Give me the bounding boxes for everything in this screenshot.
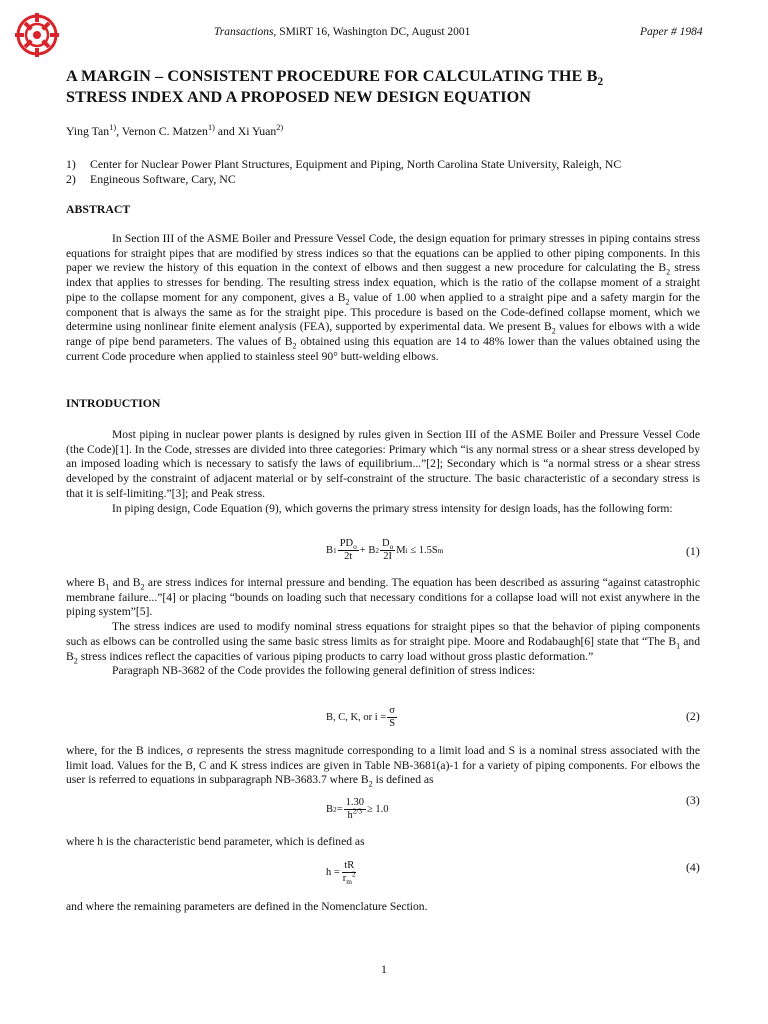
header-paper-number: Paper # 1984	[640, 26, 703, 38]
intro-paragraph-2: where $B_1$ and $B_2$ are stress indices for internal pressure and bending. The equation has been described as assuring “against catastrophic membrane failure...”[4] or placing “bounds on loading such that necessary conditions for a collapse load will not exist anywhere in the piping system”[5]. The stress indices are used to modify nominal stress equations for straight pipes so that the behavior of piping components such as elbows can be controlled using the same basic stress limits as for straight pipe. Moore and Rodabaugh[6] state that “The $B_1$ and $B_2$ stress indices reflect the capacities of various piping products to carry load without gross plastic deformation.” Paragraph NB-3682 of the Code provides the following general definition of stress indices:	[66, 576, 700, 678]
abstract-text: In Section III of the ASME Boiler and Pressure Vessel Code, the design equation for primary stresses in piping contains stress equations for straight pipes that are modified by stress indices so that the equations can be applied to other piping components. In this paper we review the history of this equation in the context of elbows and then suggest a new procedure for calculating the $B_2$ stress index that applies to stresses for bending. The resulting stress index equation, which is the ratio of the collapse moment of a straight pipe to the collapse moment for any component, gives a $B_2$ value of 1.00 when applied to a straight pipe and a safety margin for the component that is always the same as for the straight pipe. This procedure is based on the Code-defined collapse moment, which we determine using nonlinear finite element analysis (FEA), supported by experimental data. We present $B_2$ values for elbows with a wide range of pipe bend parameters. The values of $B_2$ obtained using this equation are 14 to 48% lower than the values obtained using the current Code procedure when applied to stainless steel 90° butt-welding elbows.	[66, 232, 701, 363]
smirt-logo-icon	[14, 12, 60, 58]
paper-title: A MARGIN – CONSISTENT PROCEDURE FOR CALCULATING THE $B_2$ STRESS INDEX AND A PROPOSED NEW DESIGN EQUATION	[66, 67, 604, 106]
author-list: Ying Tan$^{1)}$, Vernon C. Matzen$^{1)}$ and Xi Yuan$^{2)}$	[66, 123, 284, 138]
intro-paragraph-1: Most piping in nuclear power plants is designed by rules given in Section III of the ASME Boiler and Pressure Vessel Code (the Code)[1]. In the Code, stresses are divided into three categories: Primary which “is any normal stress or a shear stress developed by an imposed loading which is necessary to satisfy the laws of equilibrium...”[2]; Secondary which is “a normal stress or a shear stress developed by the constraint of adjacent material or by self-constraint of the structure. The basic characteristic of a secondary stress is that it is self-limiting.”[3]; and Peak stress. In piping design, Code Equation (9), which governs the primary stress intensity for design loads, has the following form:	[66, 428, 700, 515]
intro-paragraph-3: where, for the B indices, σ represents the stress magnitude corresponding to a limit load and S is a nominal stress associated with the limit load. Values for the B, C and K stress indices are given in Table NB-3681(a)-1 for a variety of piping components. For elbows the user is referred to equations in subparagraph NB-3683.7 where $B_2$ is defined as	[66, 744, 700, 789]
page-number: 1	[381, 962, 387, 976]
affiliation-2: 2) Engineous Software, Cary, NC	[66, 172, 236, 186]
affiliation-1: 1) Center for Nuclear Power Plant Structures, Equipment and Piping, North Carolina State University, Raleigh, NC	[66, 157, 622, 171]
introduction-heading: INTRODUCTION	[66, 396, 161, 410]
header-conference: Transactions, SMiRT 16, Washington DC, August 2001	[214, 26, 471, 38]
intro-paragraph-4: where h is the characteristic bend parameter, which is defined as	[66, 835, 365, 848]
abstract-heading: ABSTRACT	[66, 202, 131, 216]
intro-paragraph-5: and where the remaining parameters are defined in the Nomenclature Section.	[66, 900, 428, 913]
